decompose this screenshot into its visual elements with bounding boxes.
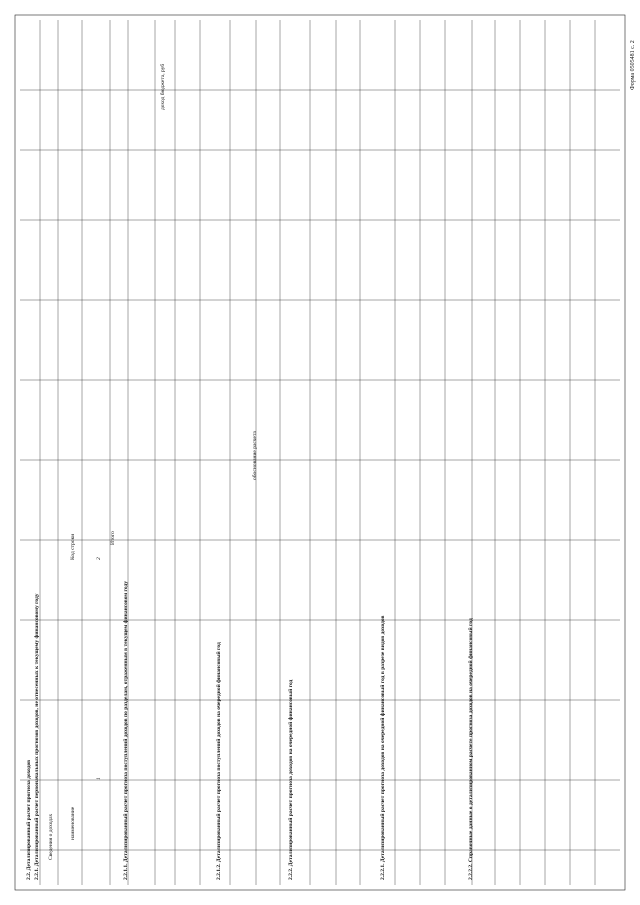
label-name: наименование (70, 806, 76, 840)
label-total: Итого (110, 531, 116, 545)
section-title-7: 2.2.2.2. Справочные данные о детализированном расчете прогноза доходов на очередной финансовый год (468, 618, 474, 880)
section-title-2: 2.2.1. Детализированный расчет первоначальных прогнозов доходов, не отнесенных к текущему финансовому году (34, 593, 40, 880)
label-justification: обоснование расчета (252, 431, 258, 480)
section-title-1: 2.2. Детализированный расчет прогноза доходов (26, 759, 32, 880)
form-code: Форма 0505481 с. 2 (630, 40, 636, 90)
label-income-budget: доход бюджета, руб (160, 63, 166, 110)
note-left: 1 (96, 777, 102, 780)
note-right: 2 (96, 557, 102, 560)
section-title-6: 2.2.2.1. Детализированный расчет прогноза доходов на очередной финансовый год в разрезе видов доходов (380, 615, 386, 880)
label-info-source: Сведения о доходах (48, 813, 54, 860)
label-code-row: Код строки (70, 533, 76, 560)
section-title-5: 2.2.2. Детализированный расчет прогноза доходов на очередной финансовый год (288, 679, 294, 880)
section-title-4: 2.2.1.2. Детализированный расчет прогноза поступлений доходов на очередной финансовый год (216, 642, 222, 880)
section-title-3: 2.2.1.1. Детализированный расчет прогноза поступлений доходов по разделам, отраженным в текущем финансовом году (123, 581, 129, 880)
